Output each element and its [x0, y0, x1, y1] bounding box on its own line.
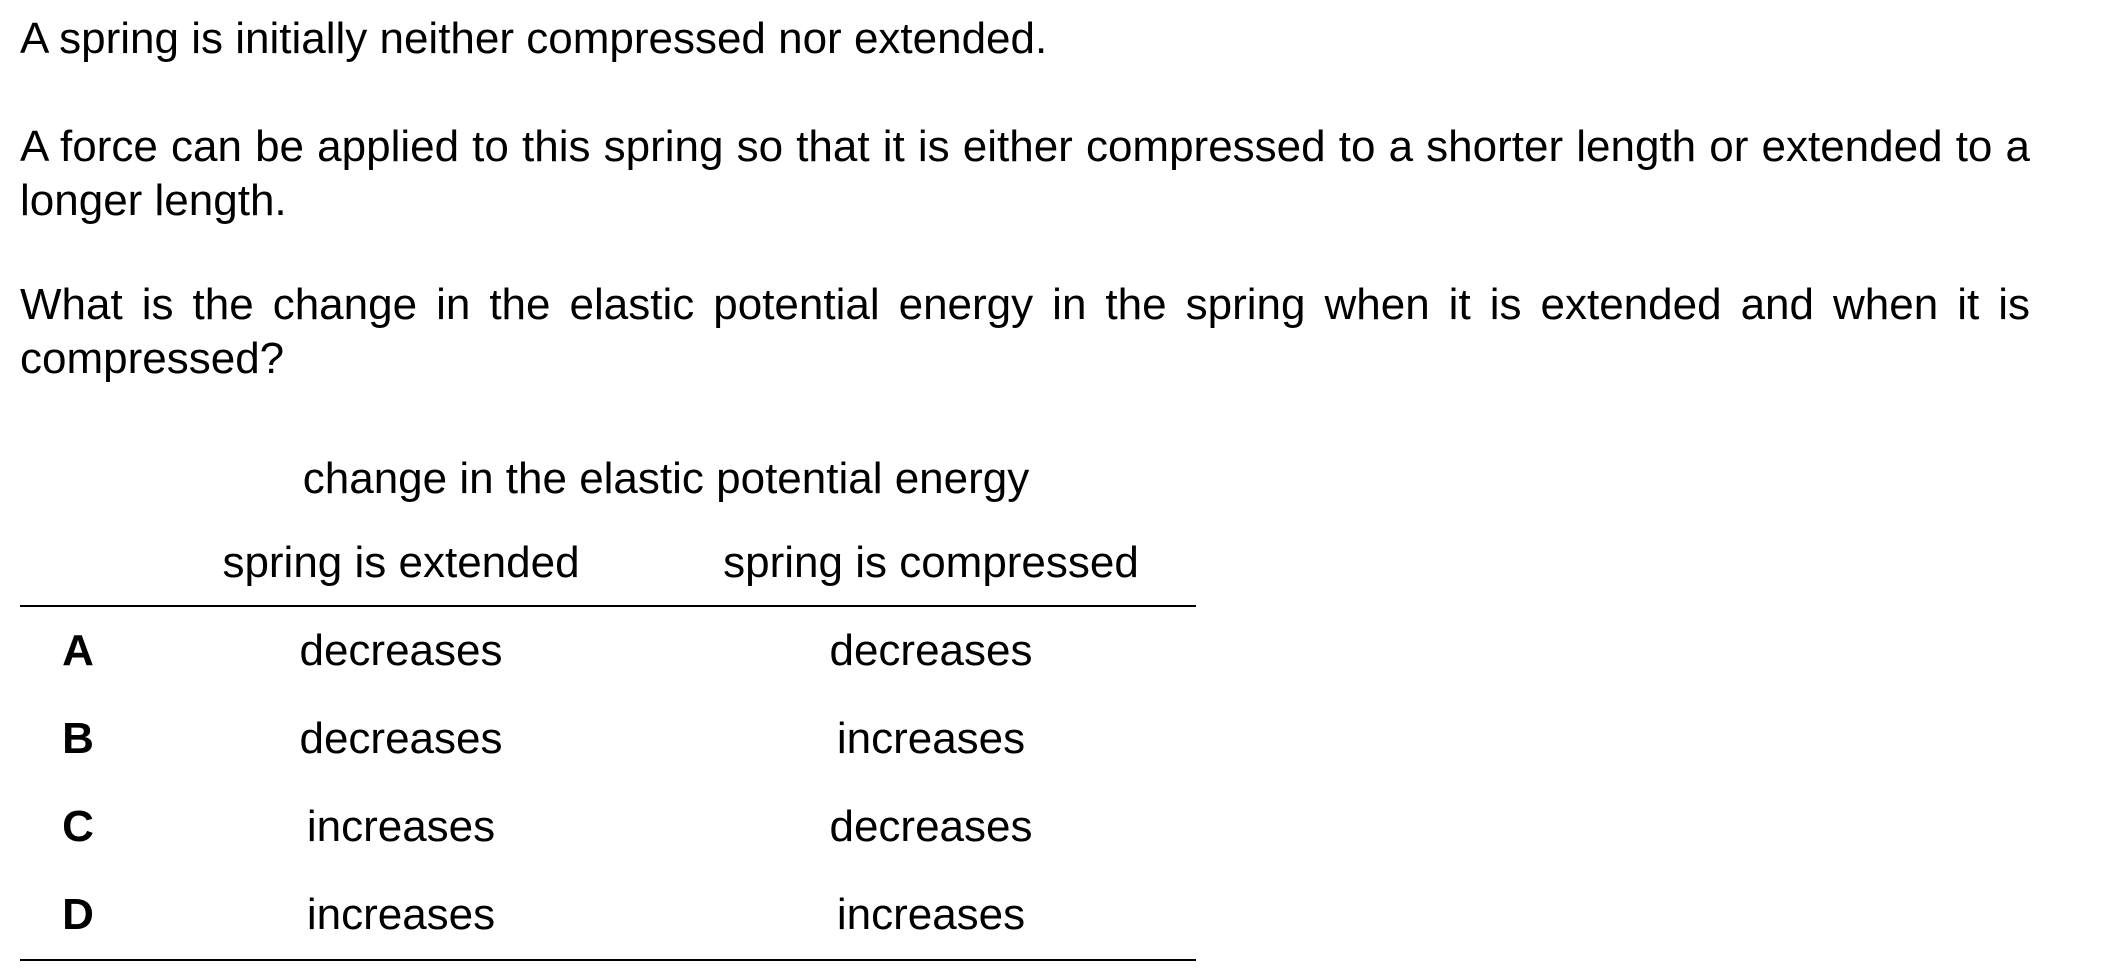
answer-options-table: [20, 437, 1196, 961]
option-letter: A: [20, 606, 136, 695]
option-letter: C: [62, 802, 94, 851]
header-spring-compressed: spring is compressed: [723, 538, 1139, 587]
option-extended-value: increases: [306, 802, 496, 851]
question-paragraph-1: A spring is initially neither compressed nor extended.: [20, 14, 1048, 63]
option-extended-value: increases: [136, 871, 666, 960]
table-subheader-row: [20, 521, 1196, 606]
option-compressed-value: increases: [836, 714, 1026, 763]
option-extended-value: decreases: [136, 606, 666, 695]
option-letter: B: [62, 714, 94, 763]
table-row: [20, 606, 1196, 695]
option-extended-value: decreases: [299, 714, 503, 763]
header-spring-extended: spring is extended: [222, 538, 580, 587]
group-header-cell: change in the elastic potential energy: [302, 454, 1030, 503]
table-row: [20, 783, 1196, 871]
question-paragraph-3: What is the change in the elastic potential energy in the spring when it is extended and when it is compressed?: [20, 280, 2030, 383]
table-row: [20, 695, 1196, 783]
option-compressed-value: decreases: [666, 606, 1196, 695]
option-letter: D: [20, 871, 136, 960]
empty-corner-cell: [20, 437, 136, 606]
table-row: [20, 871, 1196, 960]
option-compressed-value: decreases: [829, 802, 1033, 851]
table-header-row: [20, 437, 1196, 521]
option-compressed-value: increases: [666, 871, 1196, 960]
question-paragraph-2: A force can be applied to this spring so that it is either compressed to a shorter length or extended to a longer length.: [20, 122, 2030, 225]
